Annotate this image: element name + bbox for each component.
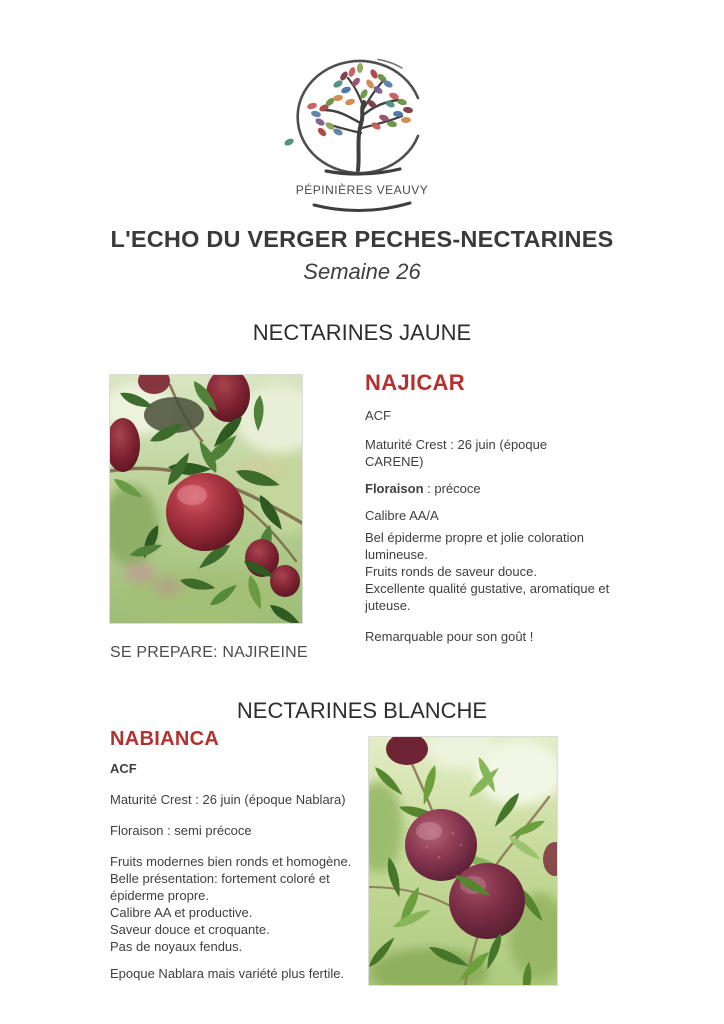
nabianca-floraison: Floraison : semi précoce <box>110 823 252 838</box>
nabianca-maturity: Maturité Crest : 26 juin (époque Nablara) <box>110 792 346 807</box>
variety-name-nabianca: NABIANCA <box>110 728 220 750</box>
page-title: L'ECHO DU VERGER PECHES-NECTARINES <box>110 226 614 252</box>
najicar-orchard-photo <box>109 374 303 624</box>
logo-swoosh-icon <box>267 200 457 221</box>
nabianca-desc-line: Saveur douce et croquante. <box>110 922 270 937</box>
nabianca-desc-line: Pas de noyaux fendus. <box>110 939 243 954</box>
najicar-desc-line: Fruits ronds de saveur douce. <box>365 564 537 579</box>
nabianca-club: ACF <box>110 761 137 776</box>
tree-logo-icon <box>282 56 442 178</box>
najicar-calibre: Calibre AA/A <box>365 508 439 523</box>
variety-block-nabianca <box>110 728 366 982</box>
variety-block-najicar <box>365 370 615 645</box>
logo <box>267 56 457 221</box>
najicar-desc-line: Bel épiderme propre et jolie coloration lumineuse. <box>365 530 584 562</box>
nabianca-orchard-photo <box>368 736 558 986</box>
najicar-floraison-label: Floraison <box>365 481 424 496</box>
nabianca-desc-line: Fruits modernes bien ronds et homogène. <box>110 854 352 869</box>
nabianca-desc-line: Calibre AA et productive. <box>110 905 253 920</box>
najicar-highlight: Remarquable pour son goût ! <box>365 629 534 644</box>
section-heading-blanche: NECTARINES BLANCHE <box>236 698 488 723</box>
najicar-floraison <box>365 480 615 497</box>
najicar-club: ACF <box>365 408 391 423</box>
page-subtitle: Semaine 26 <box>303 259 421 284</box>
nabianca-desc-line: Belle présentation: fortement coloré et épiderme propre. <box>110 871 330 903</box>
logo-text: PÉPINIÈRES VEAUVY <box>295 183 429 197</box>
se-prepare-note: SE PREPARE: NAJIREINE <box>110 644 308 661</box>
najicar-desc-line: Excellente qualité gustative, aromatique et juteuse. <box>365 581 610 613</box>
section-heading-jaune: NECTARINES JAUNE <box>252 320 472 345</box>
najicar-floraison-value: : précoce <box>423 481 481 496</box>
tree-leaves <box>283 63 413 147</box>
variety-name-najicar: NAJICAR <box>365 370 465 395</box>
najicar-maturity: Maturité Crest : 26 juin (époque CARENE) <box>365 437 548 469</box>
nabianca-highlight: Epoque Nablara mais variété plus fertile. <box>110 966 345 981</box>
